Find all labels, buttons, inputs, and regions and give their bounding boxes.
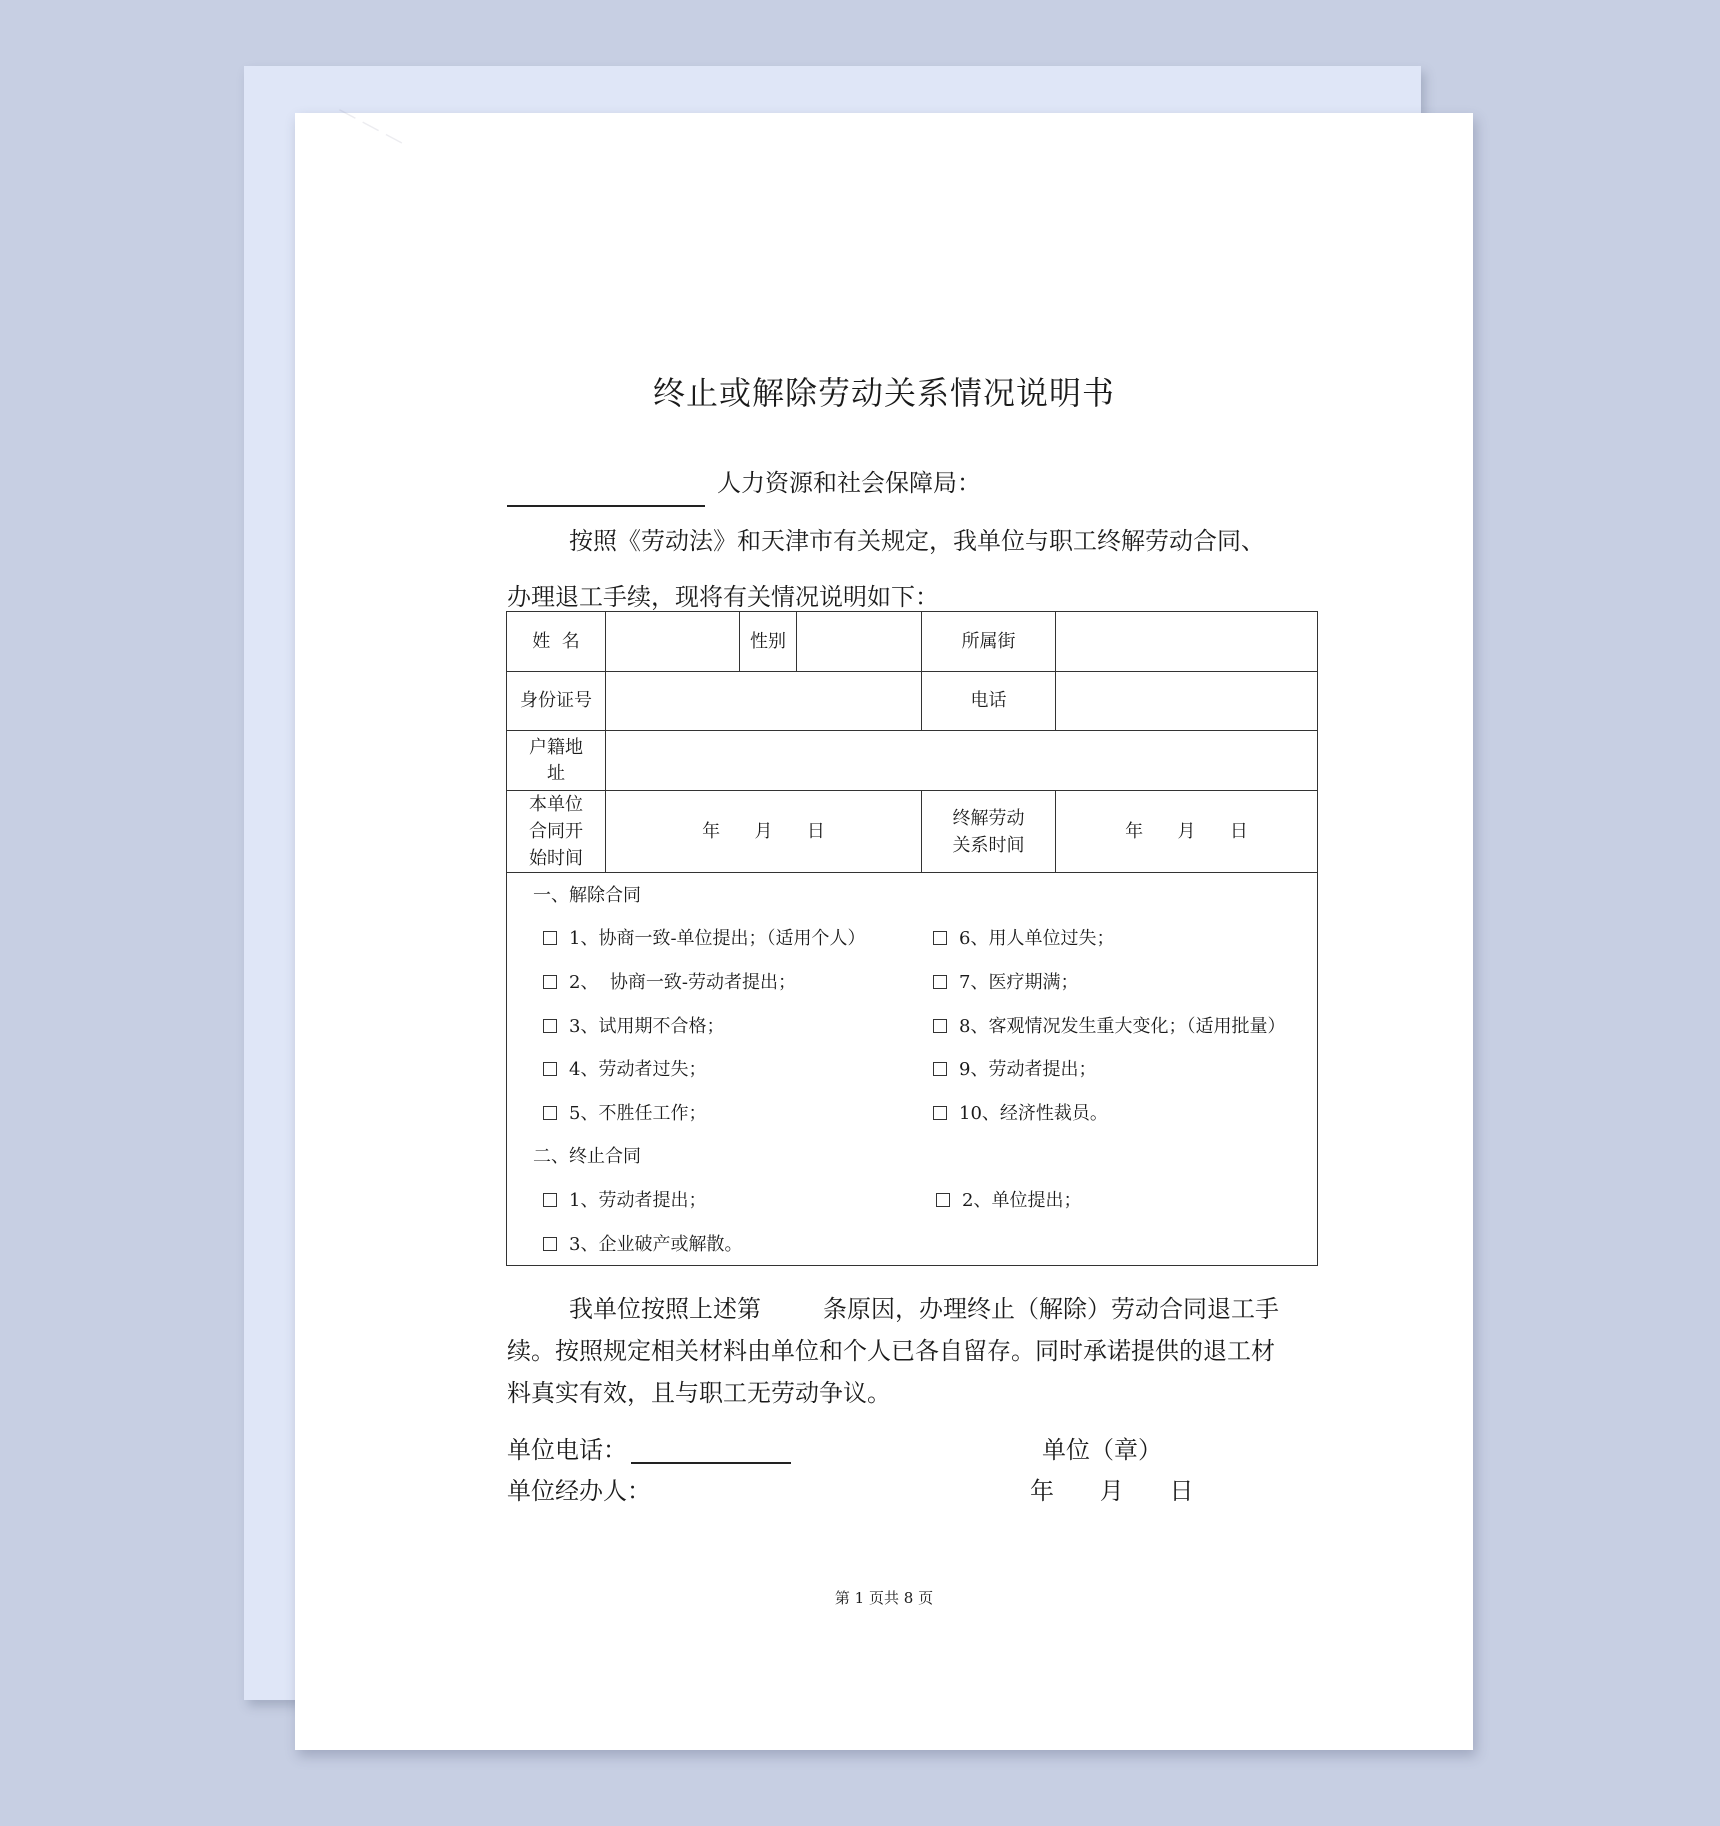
unit-seal: 单位（章） bbox=[1042, 1436, 1162, 1464]
checkbox-icon[interactable] bbox=[543, 931, 557, 945]
street-field[interactable] bbox=[1056, 612, 1318, 672]
checkbox-icon[interactable] bbox=[933, 1062, 947, 1076]
end-time-label: 终解劳动关系时间 bbox=[922, 791, 1056, 873]
checkbox-item[interactable]: 1、劳动者提出； bbox=[543, 1186, 706, 1212]
address-label: 户籍地址 bbox=[507, 731, 606, 791]
recipient-line bbox=[507, 463, 981, 507]
section1-title: 一、解除合同 bbox=[533, 885, 641, 906]
checkbox-item[interactable]: 7、医疗期满； bbox=[933, 968, 1078, 994]
checkbox-item[interactable]: 10、经济性裁员。 bbox=[933, 1099, 1108, 1125]
start-date-field[interactable]: 年 月 日 bbox=[606, 791, 922, 873]
unit-phone-blank[interactable] bbox=[631, 1462, 791, 1464]
recipient-label: 人力资源和社会保障局： bbox=[717, 469, 981, 497]
start-time-label: 本单位合同开始时间 bbox=[507, 791, 606, 873]
name-label: 姓 名 bbox=[507, 612, 606, 672]
checkbox-item[interactable]: 2、单位提出； bbox=[936, 1186, 1081, 1212]
checkbox-icon[interactable] bbox=[543, 1193, 557, 1207]
document-title: 终止或解除劳动关系情况说明书 bbox=[652, 374, 1115, 412]
checkbox-icon[interactable] bbox=[543, 1019, 557, 1033]
section2-title: 二、终止合同 bbox=[533, 1146, 641, 1167]
checkbox-item[interactable]: 2、 协商一致-劳动者提出； bbox=[543, 968, 796, 994]
checkbox-item[interactable]: 3、试用期不合格； bbox=[543, 1012, 724, 1038]
unit-agent: 单位经办人： bbox=[507, 1477, 651, 1505]
gender-field[interactable] bbox=[797, 612, 922, 672]
checkbox-item[interactable]: 8、客观情况发生重大变化；（适用批量） bbox=[933, 1012, 1285, 1038]
checkbox-icon[interactable] bbox=[933, 975, 947, 989]
recipient-blank[interactable] bbox=[507, 505, 705, 507]
page-footer: 第 1 页共 8 页 bbox=[834, 1589, 934, 1607]
gender-label: 性别 bbox=[740, 612, 797, 672]
address-field[interactable] bbox=[606, 731, 1318, 791]
document-page: — — — 终止或解除劳动关系情况说明书 人力资源和社会保障局： 按照《劳动法》和天津市有关规定，我单位与职工终解劳动合同、办理退工手续，现将有关情况说明如下： 姓 名 性别 所属街 身份证号 电话 户籍地址 本单位合同开始时间 年 月 日 终解劳动关系时间 年 月 日 一、解除合同 1、协商一致-单位提出；（适用个人） 2、 协商一致-劳动者提出； 3、试用期不合格； 4、劳动者过失； 5、不胜任工作； 6、用人单位过失； 7、医疗期满； 8、客观情况发生重大变化；（适用批量） 9、劳动者提出； 10、经济性裁员。 二、终止合同 1、劳动者提出； 2、单位提出； 3、企业破产或解散。 我单位按照上述第 条原因，办理终止（解除）劳动合同退工手续。按照规定相关材料由单位和个人已各自留存。同时承诺提供的退工材料真实有效，且与职工无劳动争议。 单位电话： 单位（章） 单位经办人： 年 月 日 第 1 页共 8 页 bbox=[295, 113, 1473, 1750]
intro-paragraph: 按照《劳动法》和天津市有关规定，我单位与职工终解劳动合同、办理退工手续，现将有关情况说明如下： bbox=[507, 527, 1265, 611]
id-label: 身份证号 bbox=[507, 672, 606, 731]
checkbox-item[interactable]: 9、劳动者提出； bbox=[933, 1055, 1096, 1081]
checkbox-item[interactable]: 6、用人单位过失； bbox=[933, 924, 1114, 950]
unit-phone: 单位电话： bbox=[507, 1430, 791, 1465]
end-date-field[interactable]: 年 月 日 bbox=[1056, 791, 1318, 873]
checkbox-item[interactable]: 3、企业破产或解散。 bbox=[543, 1230, 742, 1256]
street-label: 所属街 bbox=[922, 612, 1056, 672]
checkbox-icon[interactable] bbox=[933, 1106, 947, 1120]
checkbox-icon[interactable] bbox=[543, 975, 557, 989]
checkbox-icon[interactable] bbox=[543, 1237, 557, 1251]
checkbox-icon[interactable] bbox=[543, 1062, 557, 1076]
checkbox-icon[interactable] bbox=[543, 1106, 557, 1120]
checkbox-item[interactable]: 1、协商一致-单位提出；（适用个人） bbox=[543, 924, 866, 950]
id-field[interactable] bbox=[606, 672, 922, 731]
phone-field[interactable] bbox=[1056, 672, 1318, 731]
checkbox-icon[interactable] bbox=[936, 1193, 950, 1207]
sign-date: 年 月 日 bbox=[1030, 1477, 1194, 1505]
checkbox-icon[interactable] bbox=[933, 931, 947, 945]
statement-paragraph: 我单位按照上述第 条原因，办理终止（解除）劳动合同退工手续。按照规定相关材料由单位和个人已各自留存。同时承诺提供的退工材料真实有效，且与职工无劳动争议。 bbox=[507, 1295, 1279, 1407]
phone-label: 电话 bbox=[922, 672, 1056, 731]
checkbox-icon[interactable] bbox=[933, 1019, 947, 1033]
checkbox-item[interactable]: 4、劳动者过失； bbox=[543, 1055, 706, 1081]
name-field[interactable] bbox=[606, 612, 740, 672]
checkbox-item[interactable]: 5、不胜任工作； bbox=[543, 1099, 706, 1125]
